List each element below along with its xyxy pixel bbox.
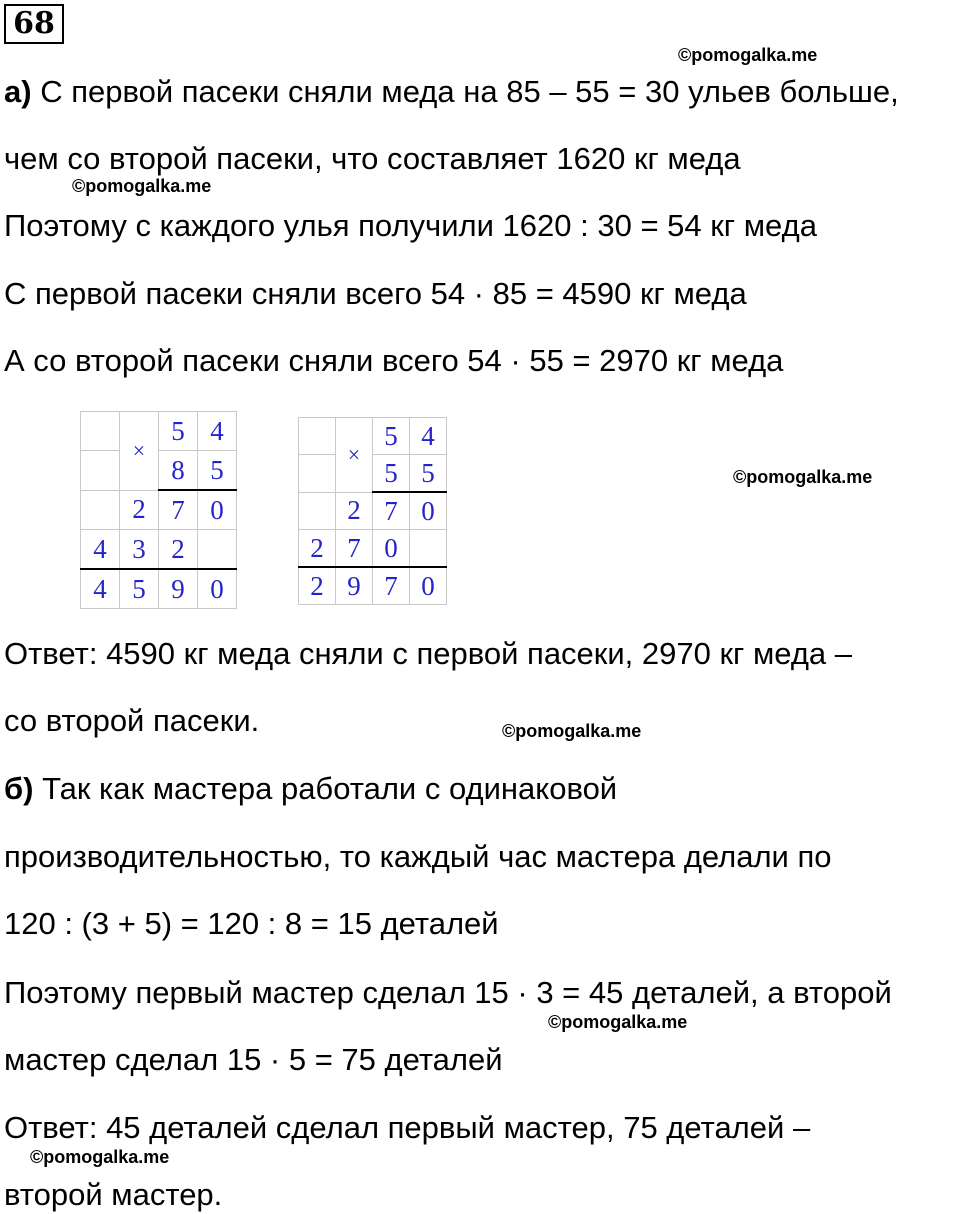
calc-digit: 5 <box>373 418 410 455</box>
calc-cell <box>299 455 336 493</box>
watermark: ©pomogalka.me <box>502 721 642 741</box>
part-a-label: а) <box>4 74 32 109</box>
problem-number: 68 <box>4 4 64 44</box>
part-b-line-1-text: Так как мастера работали с одинаковой <box>33 771 618 806</box>
calc-cell <box>299 418 336 455</box>
calc-digit: 2 <box>299 530 336 568</box>
part-a-line-3: Поэтому с каждого улья получили 1620 : 30 = 54 кг меда <box>4 208 817 243</box>
calc-digit: 7 <box>373 492 410 530</box>
part-a-line-1 <box>4 74 899 110</box>
calc-digit: 7 <box>336 530 373 568</box>
calc-digit: 5 <box>159 412 198 451</box>
calc-digit: 2 <box>120 490 159 530</box>
calc-digit: 5 <box>198 451 237 491</box>
calc-digit: 0 <box>410 567 447 605</box>
watermark: ©pomogalka.me <box>30 1147 170 1167</box>
calc-digit: 5 <box>120 569 159 609</box>
multiply-sign: × <box>120 412 159 491</box>
part-b-answer-2: второй мастер. <box>4 1177 223 1212</box>
calc-digit <box>410 530 447 568</box>
watermark: ©pomogalka.me <box>72 176 212 196</box>
calc-digit: 8 <box>159 451 198 491</box>
calc-digit <box>299 492 336 530</box>
calc-cell <box>81 412 120 451</box>
part-b-label: б) <box>4 771 34 806</box>
part-a-answer-2: со второй пасеки. <box>4 703 260 738</box>
part-a-line-5: А со второй пасеки сняли всего 54 · 55 = 2970 кг меда <box>4 343 784 378</box>
calc-digit: 7 <box>373 567 410 605</box>
calc-digit: 5 <box>410 455 447 493</box>
calc-cell <box>81 451 120 491</box>
watermark: ©pomogalka.me <box>733 467 873 487</box>
calc-digit: 3 <box>120 530 159 570</box>
calc-digit: 2 <box>336 492 373 530</box>
part-a-line-1-text: С первой пасеки сняли меда на 85 – 55 = 30 ульев больше, <box>31 74 899 109</box>
multiplication-54-by-85 <box>80 411 237 609</box>
calc-digit: 7 <box>159 490 198 530</box>
part-b-line-4: Поэтому первый мастер сделал 15 · 3 = 45 деталей, а второй <box>4 975 892 1010</box>
calc-digit: 0 <box>373 530 410 568</box>
part-a-line-4: С первой пасеки сняли всего 54 · 85 = 4590 кг меда <box>4 276 747 311</box>
calc-digit <box>81 490 120 530</box>
calc-digit: 4 <box>410 418 447 455</box>
part-b-line-5: мастер сделал 15 · 5 = 75 деталей <box>4 1042 503 1077</box>
part-b-line-2: производительностью, то каждый час мастера делали по <box>4 839 832 874</box>
calc-digit: 4 <box>198 412 237 451</box>
watermark: ©pomogalka.me <box>678 45 818 65</box>
multiplication-54-by-55 <box>298 417 447 605</box>
calc-digit: 9 <box>159 569 198 609</box>
calc-digit: 2 <box>299 567 336 605</box>
multiply-sign: × <box>336 418 373 493</box>
calc-digit: 2 <box>159 530 198 570</box>
part-b-line-1 <box>4 771 617 807</box>
calc-digit <box>198 530 237 570</box>
watermark: ©pomogalka.me <box>548 1012 688 1032</box>
calc-digit: 9 <box>336 567 373 605</box>
calc-digit: 4 <box>81 530 120 570</box>
part-b-answer-1: Ответ: 45 деталей сделал первый мастер, 75 деталей – <box>4 1110 811 1145</box>
part-a-line-2: чем со второй пасеки, что составляет 1620 кг меда <box>4 141 741 176</box>
calc-digit: 0 <box>198 569 237 609</box>
part-b-line-3: 120 : (3 + 5) = 120 : 8 = 15 деталей <box>4 906 499 941</box>
calc-digit: 5 <box>373 455 410 493</box>
calc-digit: 0 <box>198 490 237 530</box>
calc-digit: 4 <box>81 569 120 609</box>
part-a-answer-1: Ответ: 4590 кг меда сняли с первой пасеки, 2970 кг меда – <box>4 636 853 671</box>
calc-digit: 0 <box>410 492 447 530</box>
